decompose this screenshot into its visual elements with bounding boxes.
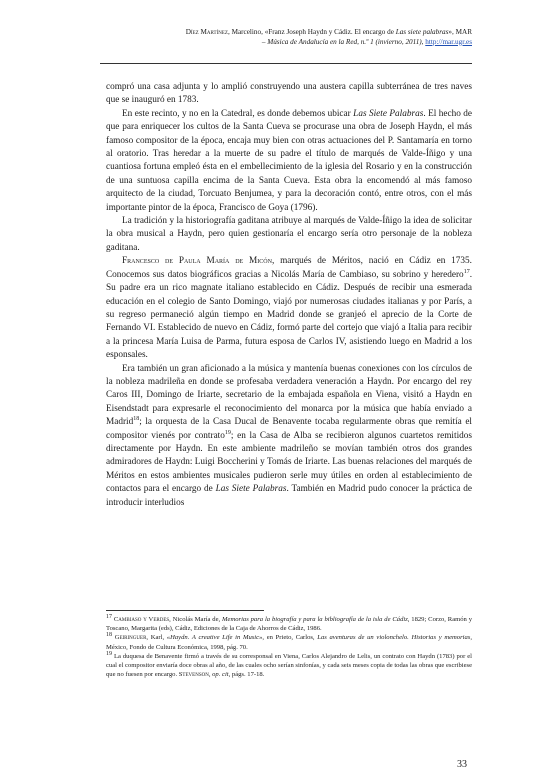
work-title: Las Siete Palabras [215,484,287,495]
work-title: Las Siete Palabras [353,108,424,119]
header-line-2 [100,38,472,48]
paragraph-5: Era también un gran aficionado a la música y mantenía buenas conexiones con los círculos de la nobleza madrileña en donde se profesaba verdadera veneración a Haydn. Por encargo del rey Caros III, Domingo de Iriarte, secretario de la embajada española en Viena, visitó a Haydn en Eisendstadt para expresarle el reconocimiento del monarca por la música que había enviado a Madrid$^{18}$; la orquesta de la Casa Ducal de Benavente tocaba regularmente obras que remitía el compositor vienés por contrato$^{19}$; en la Casa de Alba se recibieron algunos cuartetos remitidos directamente por Haydn. En este ambiente madrileño se movían también otros dos grandes admiradores de Haydn: Luigi Boccherini y Tomás de Iriarte. Las buenas relaciones del marqués de Méritos en estos ambientes musicales pudieron serle muy útiles en orden al establecimiento de contactos para el encargo de Las Siete Palabras. También en Madrid pudo conocer la práctica de introducir interludios [106,363,473,508]
header-line-1 [100,28,472,38]
footnote-19: $^{19}$ La duquesa de Benavente firmó a través de su corresponsal en Viena, Carlos Alejandro de Lelis, un contrato con Haydn (1783) por el cual el compositor enviaría doce obras al año, de las cuales ocho serían sinfonías, y cada seis meses copia de todas las obras que escribiese que no fuesen por encargo. Stevenson, op. cit, págs. 17-18. [106,650,472,679]
footnote-18: $^{18}$ Geiringuer, Karl, «Haydn. A creative Life in Music», en Prieto, Carlos, Las aventuras de un violonchelo. Historias y memorias, México, Fondo de Cultura Económica, 1998, pág. 70. [106,632,473,651]
header-url-link[interactable]: http://mar.ugr.es [425,37,472,46]
footnote-17: $^{17}$ Cambiaso y Verdes, Nicolás María de, Memorias para la biografía y para la bibliografía de la isla de Cádiz, 1829; Corzo, Ramón y Toscano, Margarita (eds), Cádiz, Ediciones de la Caja de Ahorros de Cádiz, 1986. [106,613,473,633]
running-header [100,28,472,48]
header-citation: , Marcelino, «Franz Joseph Haydn y Cádiz. El encargo de [227,28,396,36]
paragraph-2: En este recinto, y no en la Catedral, es donde debemos ubicar Las Siete Palabras. El hecho de que para enriquecer los cultos de la Santa Cueva se procurase una obra de Joseph Haydn, el más famoso compositor de la época, encaja muy bien con otras actuaciones del P. Santamaría en torno al oratorio. Tras heredar a la muerte de su padre el título de marqués de Valde-Íñigo y una cuantiosa fortuna empleó ésta en el embellecimiento de la iglesia del Rosario y en la construcción de una suntuosa capilla encima de la Santa Cueva. Esta obra la encomendó al más famoso arquitecto de la ciudad, Torcuato Benjumea, y para la decoración contó, entre otros, con el más importante pintor de la época, Francisco de Goya (1796). [106,108,472,213]
person-name: Francesco de Paula María de Micón [122,256,272,267]
header-divider [100,63,472,64]
header-journal: », MAR [448,28,472,36]
header-issue: – Música de Andalucía en la Red, n.º 1 (invierno, 2011), [261,37,426,46]
footnote-ref-17[interactable]: 17 [463,268,470,275]
paragraph-3: La tradición y la historiografía gaditana atribuye al marqués de Valde-Íñigo la idea de solicitar la obra musical a Haydn, pero quien gestionaría el encargo sería otro personaje de la nobleza gaditana. [106,216,472,253]
footnotes [106,615,472,679]
body-text [106,81,472,510]
footnote-divider [106,610,264,611]
footnote-ref-18[interactable]: 18 [133,416,140,423]
header-author: Díez Martínez [185,28,228,36]
page-number: 33 [457,759,467,770]
header-work-title: Las siete palabras [395,28,449,36]
paragraph-4: Francesco de Paula María de Micón, marqués de Méritos, nació en Cádiz en 1735. Conocemos sus datos biográficos gracias a Nicolás María de Cambiaso, su sobrino y heredero$^{17}$. Su padre era un rico magnate italiano establecido en Cádiz. Después de recibir una esmerada educación en el colegio de Santo Domingo, viajó por numerosas ciudades italianas y por París, a su regreso permaneció algún tiempo en Madrid donde se granjeó el aprecio de la Corte de Fernando VI. Establecido de nuevo en Cádiz, formó parte del cortejo que viajó a Italia para recibir a la princesa María Luisa de Parma, futura esposa de Carlos IV, asistiendo luego en Madrid a los esponsales. [106,256,472,361]
footnote-ref-19[interactable]: 19 [224,429,231,436]
paragraph-1: compró una casa adjunta y lo amplió construyendo una austera capilla subterránea de tres naves que se inauguró en 1783. [106,82,472,106]
